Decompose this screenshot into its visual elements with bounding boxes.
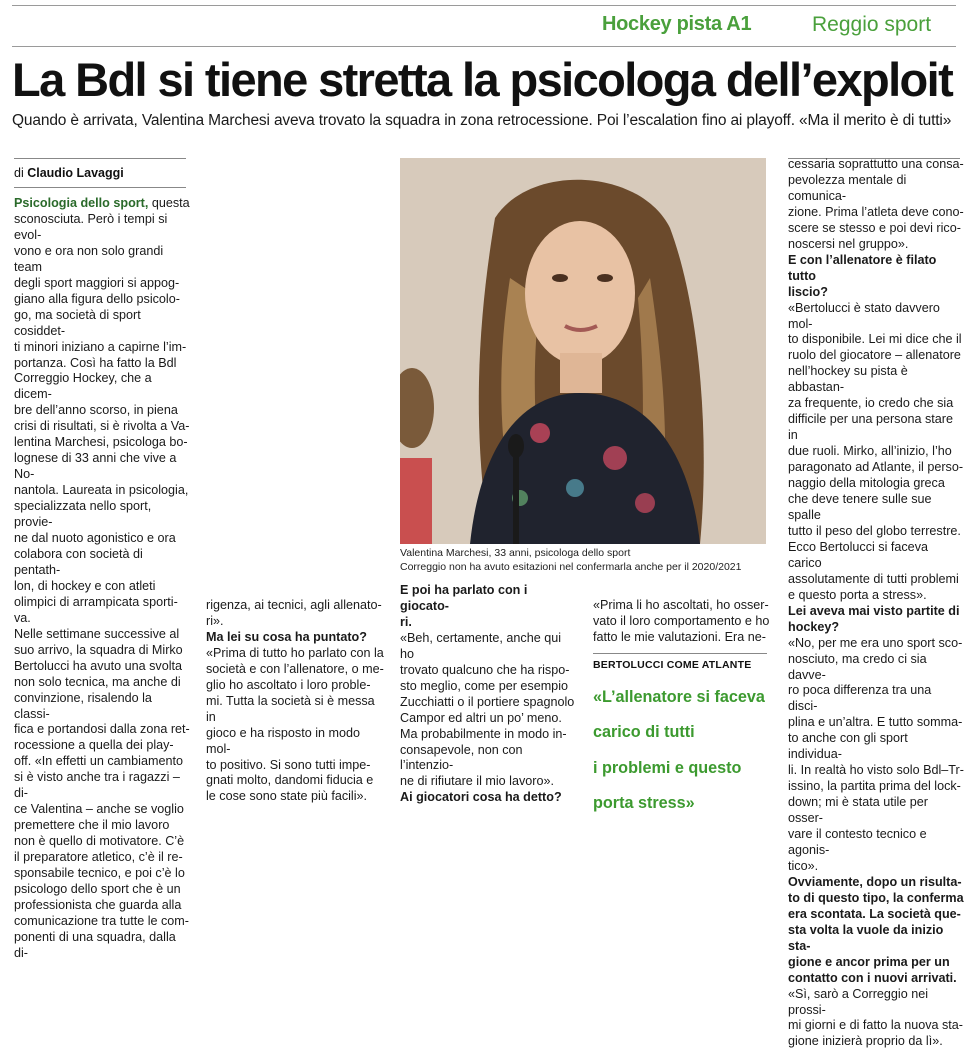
text-line: «Sì, sarò a Correggio nei prossi- — [788, 986, 929, 1017]
text-line: nosciuto, ma credo ci sia davve- — [788, 651, 927, 682]
interview-question: Ma lei su cosa ha puntato? — [206, 629, 367, 644]
article-column-1 — [14, 196, 190, 962]
text-line: assolutamente di tutti problemi — [788, 571, 959, 586]
text-line: portanza. Così ha fatto la Bdl — [14, 355, 177, 370]
text-line: comunicazione tra tutte le com- — [14, 913, 189, 928]
text-line: «Beh, certamente, anche qui ho — [400, 630, 562, 661]
text-line: trovato qualcuno che ha rispo- — [400, 662, 570, 677]
text-line: paragonato ad Atlante, il perso- — [788, 460, 964, 475]
text-line: lentina Marchesi, psicologa bo- — [14, 435, 188, 450]
interview-question: liscio? — [788, 284, 828, 299]
text-line: «Prima di tutto ho parlato con la — [206, 645, 384, 660]
text-line: plina e un’altra. E tutto somma- — [788, 715, 963, 730]
article-column-2 — [206, 598, 384, 805]
interview-question: hockey? — [788, 619, 840, 634]
article-column-5 — [788, 157, 964, 1050]
text-line: vato il loro comportamento e ho — [593, 613, 770, 628]
text-line: gnati molto, dandomi fiducia e — [206, 773, 374, 788]
text-line: «Prima li ho ascoltati, ho osser- — [593, 598, 769, 612]
text-line: rigenza, ai tecnici, agli allenato- — [206, 598, 382, 612]
text-line: il preparatore atletico, c’è il re- — [14, 850, 183, 865]
headline: La Bdl si tiene stretta la psicologa dell’exploit — [12, 53, 953, 106]
pull-quote — [593, 672, 773, 829]
text-line: mi. Tutta la società si è messa in — [206, 693, 375, 724]
interview-question: ri. — [400, 614, 412, 629]
text-line: ne di rifiutare il mio lavoro». — [400, 774, 554, 789]
text-line: down; mi è stata utile per osser- — [788, 795, 929, 826]
text-line: off. «In effetti un cambiamento — [14, 754, 183, 769]
text-line: mi giorni e di fatto la nuova sta- — [788, 1018, 964, 1033]
header-rule — [12, 5, 956, 6]
text-line: non è quello di motivatore. C’è — [14, 834, 185, 849]
text-line: li. In realtà ho visto solo Bdl–Tr- — [788, 763, 964, 778]
text-line: gioco e ha risposto in modo mol- — [206, 725, 361, 756]
text-line: sponsabile tecnico, e poi c’è lo — [14, 866, 185, 881]
pull-quote-line: «L’allenatore si faceva — [593, 688, 765, 707]
article-photo — [400, 158, 766, 544]
caption-line-1: Valentina Marchesi, 33 anni, psicologa dello sport — [400, 547, 631, 559]
pull-quote-line: carico di tutti — [593, 723, 695, 742]
text-line: cessaria soprattutto una consa- — [788, 157, 964, 171]
text-line: Correggio Hockey, che a dicem- — [14, 371, 152, 402]
header-divider — [12, 46, 956, 47]
text-line: società e con l’allenatore, o me- — [206, 661, 384, 676]
text-line: Nelle settimane successive al — [14, 626, 180, 641]
text-line: gione inizierà proprio da lì». — [788, 1034, 943, 1049]
text-line: fica e portandosi dalla zona ret- — [14, 722, 190, 737]
text-line: Bertolucci ha avuto una svolta — [14, 658, 183, 673]
text-line: che deve tenere sulle sue spalle — [788, 492, 932, 522]
pull-quote-line: i problemi e questo — [593, 758, 742, 777]
text-line: pevolezza mentale di comunica- — [788, 172, 907, 203]
pullquote-heading: BERTOLUCCI COME ATLANTE — [593, 659, 752, 671]
text-line: sto meglio, come per esempio — [400, 678, 568, 693]
text-line: vono e ora non solo grandi team — [14, 243, 164, 274]
interview-question: to di questo tipo, la conferma — [788, 890, 964, 905]
text-line: Campor ed altri un po’ meno. — [400, 710, 562, 725]
text-line: bre dell’anno scorso, in piena — [14, 403, 178, 418]
pullquote-rule — [593, 653, 767, 654]
text-line: to disponibile. Lei mi dice che il — [788, 332, 962, 347]
text-line: «No, per me era uno sport sco- — [788, 635, 963, 650]
text-line: tico». — [788, 858, 819, 873]
interview-question: sta volta la vuole da inizio sta- — [788, 922, 944, 953]
text-line: issino, la partita prima del lock- — [788, 779, 961, 794]
column-rule-1 — [14, 158, 186, 159]
byline-author: Claudio Lavaggi — [27, 166, 124, 180]
text-line: nell’hockey su pista è abbastan- — [788, 364, 908, 395]
text-line: e questo porta a stress». — [788, 587, 927, 602]
text-line: rocessione a quella dei play- — [14, 738, 174, 753]
interview-question: Lei aveva mai visto partite di — [788, 603, 960, 618]
text-line: Ma probabilmente in modo in- — [400, 726, 567, 741]
text-line: fatto le mie valutazioni. Era ne- — [593, 629, 766, 644]
text-line: convinzione, risalendo la classi- — [14, 690, 152, 721]
text-line: ri». — [206, 613, 224, 628]
text-line: crisi di risultati, si è rivolta a Va- — [14, 419, 190, 434]
text-line: olimpici di arrampicata sporti- — [14, 594, 178, 609]
text-line: ponenti di una squadra, dalla di- — [14, 929, 176, 960]
text-line: «Bertolucci è stato davvero mol- — [788, 300, 940, 331]
text-line: ne dal nuoto agonistico e ora — [14, 531, 176, 546]
text-line: naggio della mitologia greca — [788, 476, 945, 491]
text-line: ce Valentina – anche se voglio — [14, 802, 184, 817]
text-line: ro poca differenza tra una disci- — [788, 683, 932, 714]
text-line: glio ho ascoltato i loro proble- — [206, 677, 371, 692]
photo-caption — [400, 546, 770, 574]
text-line: specializzata nello sport, provie- — [14, 499, 152, 530]
portrait-illustration — [400, 158, 766, 544]
text-line: lon, di hockey e con atleti — [14, 578, 156, 593]
text-line: colabora con società di pentath- — [14, 546, 143, 577]
interview-question: E con l’allenatore è filato tutto — [788, 252, 937, 283]
text-line: consapevole, non con l’intenzio- — [400, 742, 523, 773]
lead-in: Psicologia dello sport, — [14, 196, 149, 210]
text-line: professionista che guarda alla — [14, 897, 182, 912]
section-kicker: Hockey pista A1 — [602, 13, 752, 35]
text-line: go, ma società di sport cosiddet- — [14, 307, 141, 338]
text-line: vare il contesto tecnico e agonis- — [788, 827, 927, 857]
text-line: scere se stesso e poi devi rico- — [788, 220, 961, 235]
text-line: Ecco Bertolucci si faceva carico — [788, 539, 928, 570]
text-line: psicologo dello sport che è un — [14, 881, 181, 896]
text-line: le cose sono state più facili». — [206, 789, 368, 804]
interview-question: era scontata. La società que- — [788, 906, 961, 921]
text-line: suo arrivo, la squadra di Mirko — [14, 642, 183, 657]
interview-question: Ai giocatori cosa ha detto? — [400, 790, 562, 805]
text-line: noscersi nel gruppo». — [788, 236, 909, 251]
text-line: sconosciuta. Però i tempi si evol- — [14, 211, 168, 242]
text-line: zione. Prima l’atleta deve cono- — [788, 204, 964, 219]
text-line: ti minori iniziano a capirne l’im- — [14, 339, 187, 354]
pull-quote-line: porta stress» — [593, 793, 695, 812]
text-line: za frequente, io credo che sia — [788, 396, 954, 411]
text-line: difficile per una persona stare in — [788, 412, 953, 443]
subheadline: Quando è arrivata, Valentina Marchesi aveva trovato la squadra in zona retrocessione. Poi l’escalation fino ai playoff. «Ma il merito è di tutti» — [12, 112, 952, 129]
byline: di Claudio Lavaggi — [14, 166, 124, 180]
caption-line-2: Correggio non ha avuto esitazioni nel confermarla anche per il 2020/2021 — [400, 561, 742, 573]
text-line: to anche con gli sport individua- — [788, 731, 908, 762]
text-line: degli sport maggiori si appog- — [14, 275, 180, 290]
section-name: Reggio sport — [812, 13, 932, 36]
text-line: si è visto anche tra i ragazzi – di- — [14, 770, 180, 801]
article-column-3 — [400, 583, 578, 806]
text-line: lognese di 33 anni che vive a No- — [14, 451, 177, 482]
text-line: non solo tecnica, ma anche di — [14, 674, 181, 689]
column-rule-1b — [14, 187, 186, 188]
interview-question: E poi ha parlato con i giocato- — [400, 583, 528, 613]
text-line: tutto il peso del globo terrestre. — [788, 523, 961, 538]
text-line: Zucchiatti o il portiere spagnolo — [400, 694, 575, 709]
text-line: va. — [14, 610, 31, 625]
interview-question: gione e ancor prima per un — [788, 954, 950, 969]
interview-question: contatto con i nuovi arrivati. — [788, 970, 957, 985]
text-line: ruolo del giocatore – allenatore — [788, 348, 961, 363]
text-line: premettere che il mio lavoro — [14, 818, 170, 833]
column-1-first-line: Psicologia dello sport, questa — [14, 196, 190, 210]
text-line: due ruoli. Mirko, all’inizio, l’ho — [788, 444, 952, 459]
interview-question: Ovviamente, dopo un risulta- — [788, 874, 962, 889]
text-line: nantola. Laureata in psicologia, — [14, 483, 189, 498]
article-column-4 — [593, 598, 771, 646]
text-line: giano alla figura dello psicolo- — [14, 291, 180, 306]
text-line: to positivo. Si sono tutti impe- — [206, 757, 371, 772]
